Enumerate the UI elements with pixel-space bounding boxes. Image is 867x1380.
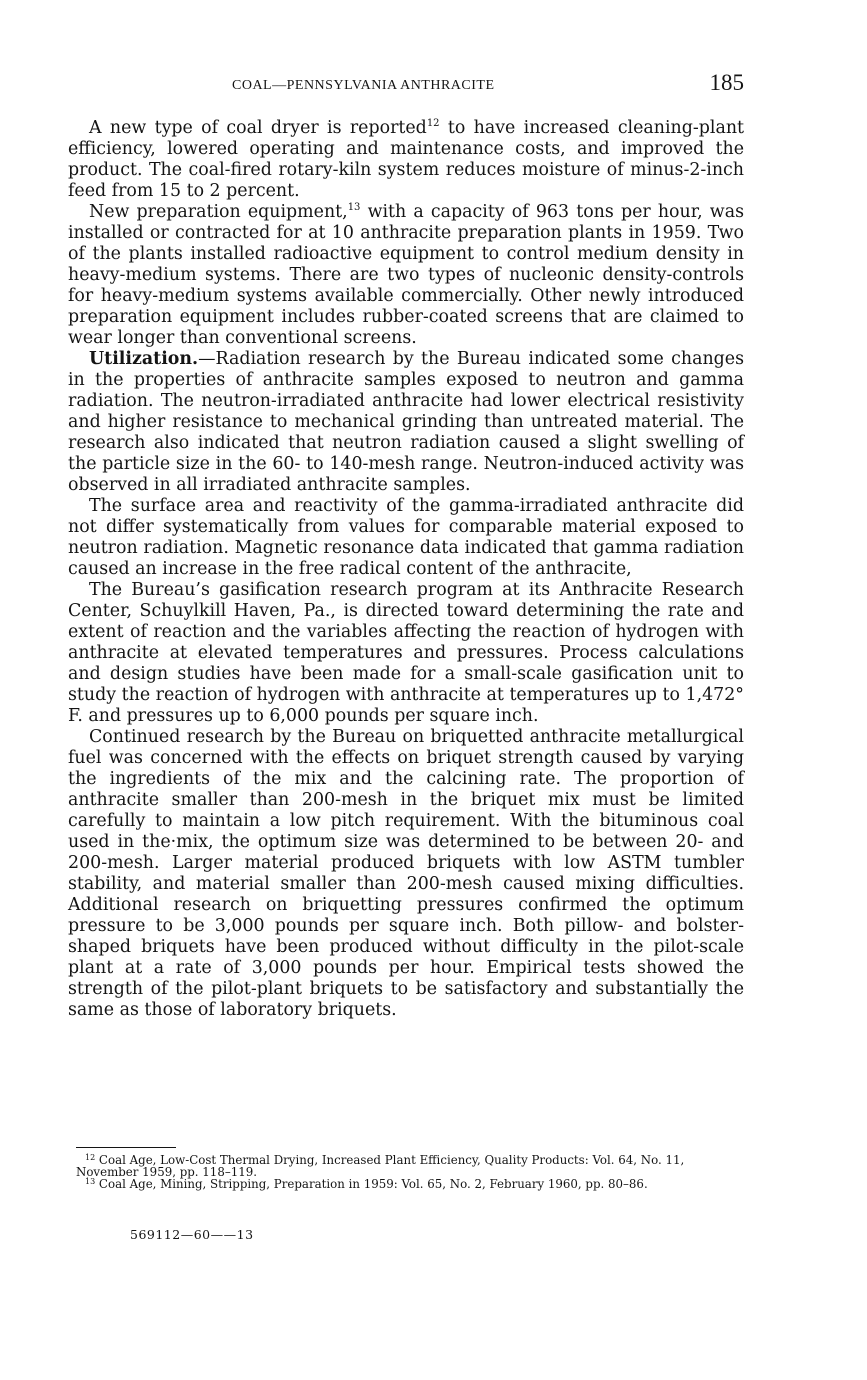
footnote-ref-13: 13 [347, 202, 361, 213]
paragraph-text: New preparation equipment, [89, 202, 348, 222]
page-number: 185 [709, 70, 744, 95]
section-runin-heading: Utilization. [89, 349, 199, 369]
paragraph-text: A new type of coal dryer is reported [89, 118, 427, 138]
paragraph-briquetting [68, 727, 744, 1021]
paragraph-gasification [68, 580, 744, 727]
paragraph-text: The Bureau’s gasification research program at its Anthracite Research Center, Schuylkill Haven, Pa., is directed toward determining the rate and extent of reaction and the variables affecting the reaction of hydrogen with anthracite at elevated temperatures and pressures. Process calculations and design studies have been made for a small-scale gasification unit to study the reaction of hydrogen with anthracite at temperatures up to 1,472° F. and pressures up to 6,000 pounds per square inch. [68, 580, 744, 726]
paragraph-text: with a capacity of 963 tons per hour, was installed or contracted for at 10 anthracite preparation plants in 1959. Two of the plants installed radioactive equipment to control medium density in heavy-medium systems. There are two types of nucleonic density-controls for heavy-medium systems available commercially. Other newly introduced preparation equipment includes rubber-coated screens that are claimed to wear longer than conventional screens. [68, 202, 744, 348]
paragraph-utilization [68, 349, 744, 496]
footnote-divider [76, 1147, 176, 1148]
paragraph-preparation-equipment [68, 202, 744, 349]
footnote-13 [76, 1178, 748, 1190]
footnote-12 [76, 1154, 748, 1178]
paragraph-surface-area [68, 496, 744, 580]
paragraph-text: The surface area and reactivity of the gamma-irradiated anthracite did not differ systematically from values for comparable material exposed to neutron radiation. Magnetic resonance data indicated that gamma radiation caused an increase in the free radical content of the anthracite, [68, 496, 744, 579]
paragraph-text: to have increased cleaning-plant efficiency, lowered operating and maintenance costs, and improved the product. The coal-fired rotary-kiln system reduces moisture of minus-2-inch feed from 15 to 2 percent. [68, 118, 745, 201]
footnotes [76, 1154, 748, 1190]
print-job-code: 569112—60——13 [130, 1227, 254, 1242]
paragraph-coal-dryer [68, 118, 744, 202]
footnote-text: Coal Age, Mining, Stripping, Preparation in 1959: Vol. 65, No. 2, February 1960, pp. 80–86. [95, 1177, 648, 1191]
footnote-mark: 13 [85, 1177, 96, 1186]
running-title: COAL—PENNSYLVANIA ANTHRACITE [232, 78, 495, 93]
body-text [68, 118, 744, 1021]
paragraph-text: Continued research by the Bureau on briquetted anthracite metallurgical fuel was concerned with the effects on briquet strength caused by varying the ingredients of the mix and the calcining rate. The proportion of anthracite smaller than 200-mesh in the briquet mix must be limited carefully to maintain a low pitch requirement. With the bituminous coal used in the·mix, the optimum size was determined to be between 20- and 200-mesh. Larger material produced briquets with low ASTM tumbler stability, and material smaller than 200-mesh caused mixing difficulties. Additional research on briquetting pressures confirmed the optimum pressure to be 3,000 pounds per square inch. Both pillow- and bolster-shaped briquets have been produced without difficulty in the pilot-scale plant at a rate of 3,000 pounds per hour. Empirical tests showed the strength of the pilot-plant briquets to be satisfactory and substantially the same as those of laboratory briquets. [68, 727, 744, 1020]
paragraph-text: —Radiation research by the Bureau indicated some changes in the properties of anthracite samples exposed to neutron and gamma radiation. The neutron-irradiated anthracite had lower electrical resistivity and higher resistance to mechanical grinding than untreated material. The research also indicated that neutron radiation caused a slight swelling of the particle size in the 60- to 140-mesh range. Neutron-induced activity was observed in all irradiated anthracite samples. [68, 349, 744, 495]
running-head [68, 68, 744, 104]
footnote-ref-12: 12 [426, 118, 440, 129]
footnote-text: Coal Age, Low-Cost Thermal Drying, Increased Plant Efficiency, Quality Products: Vol. 64, No. 11, November 1959, pp. 118–119. [76, 1153, 685, 1179]
footnote-mark: 12 [85, 1153, 96, 1162]
